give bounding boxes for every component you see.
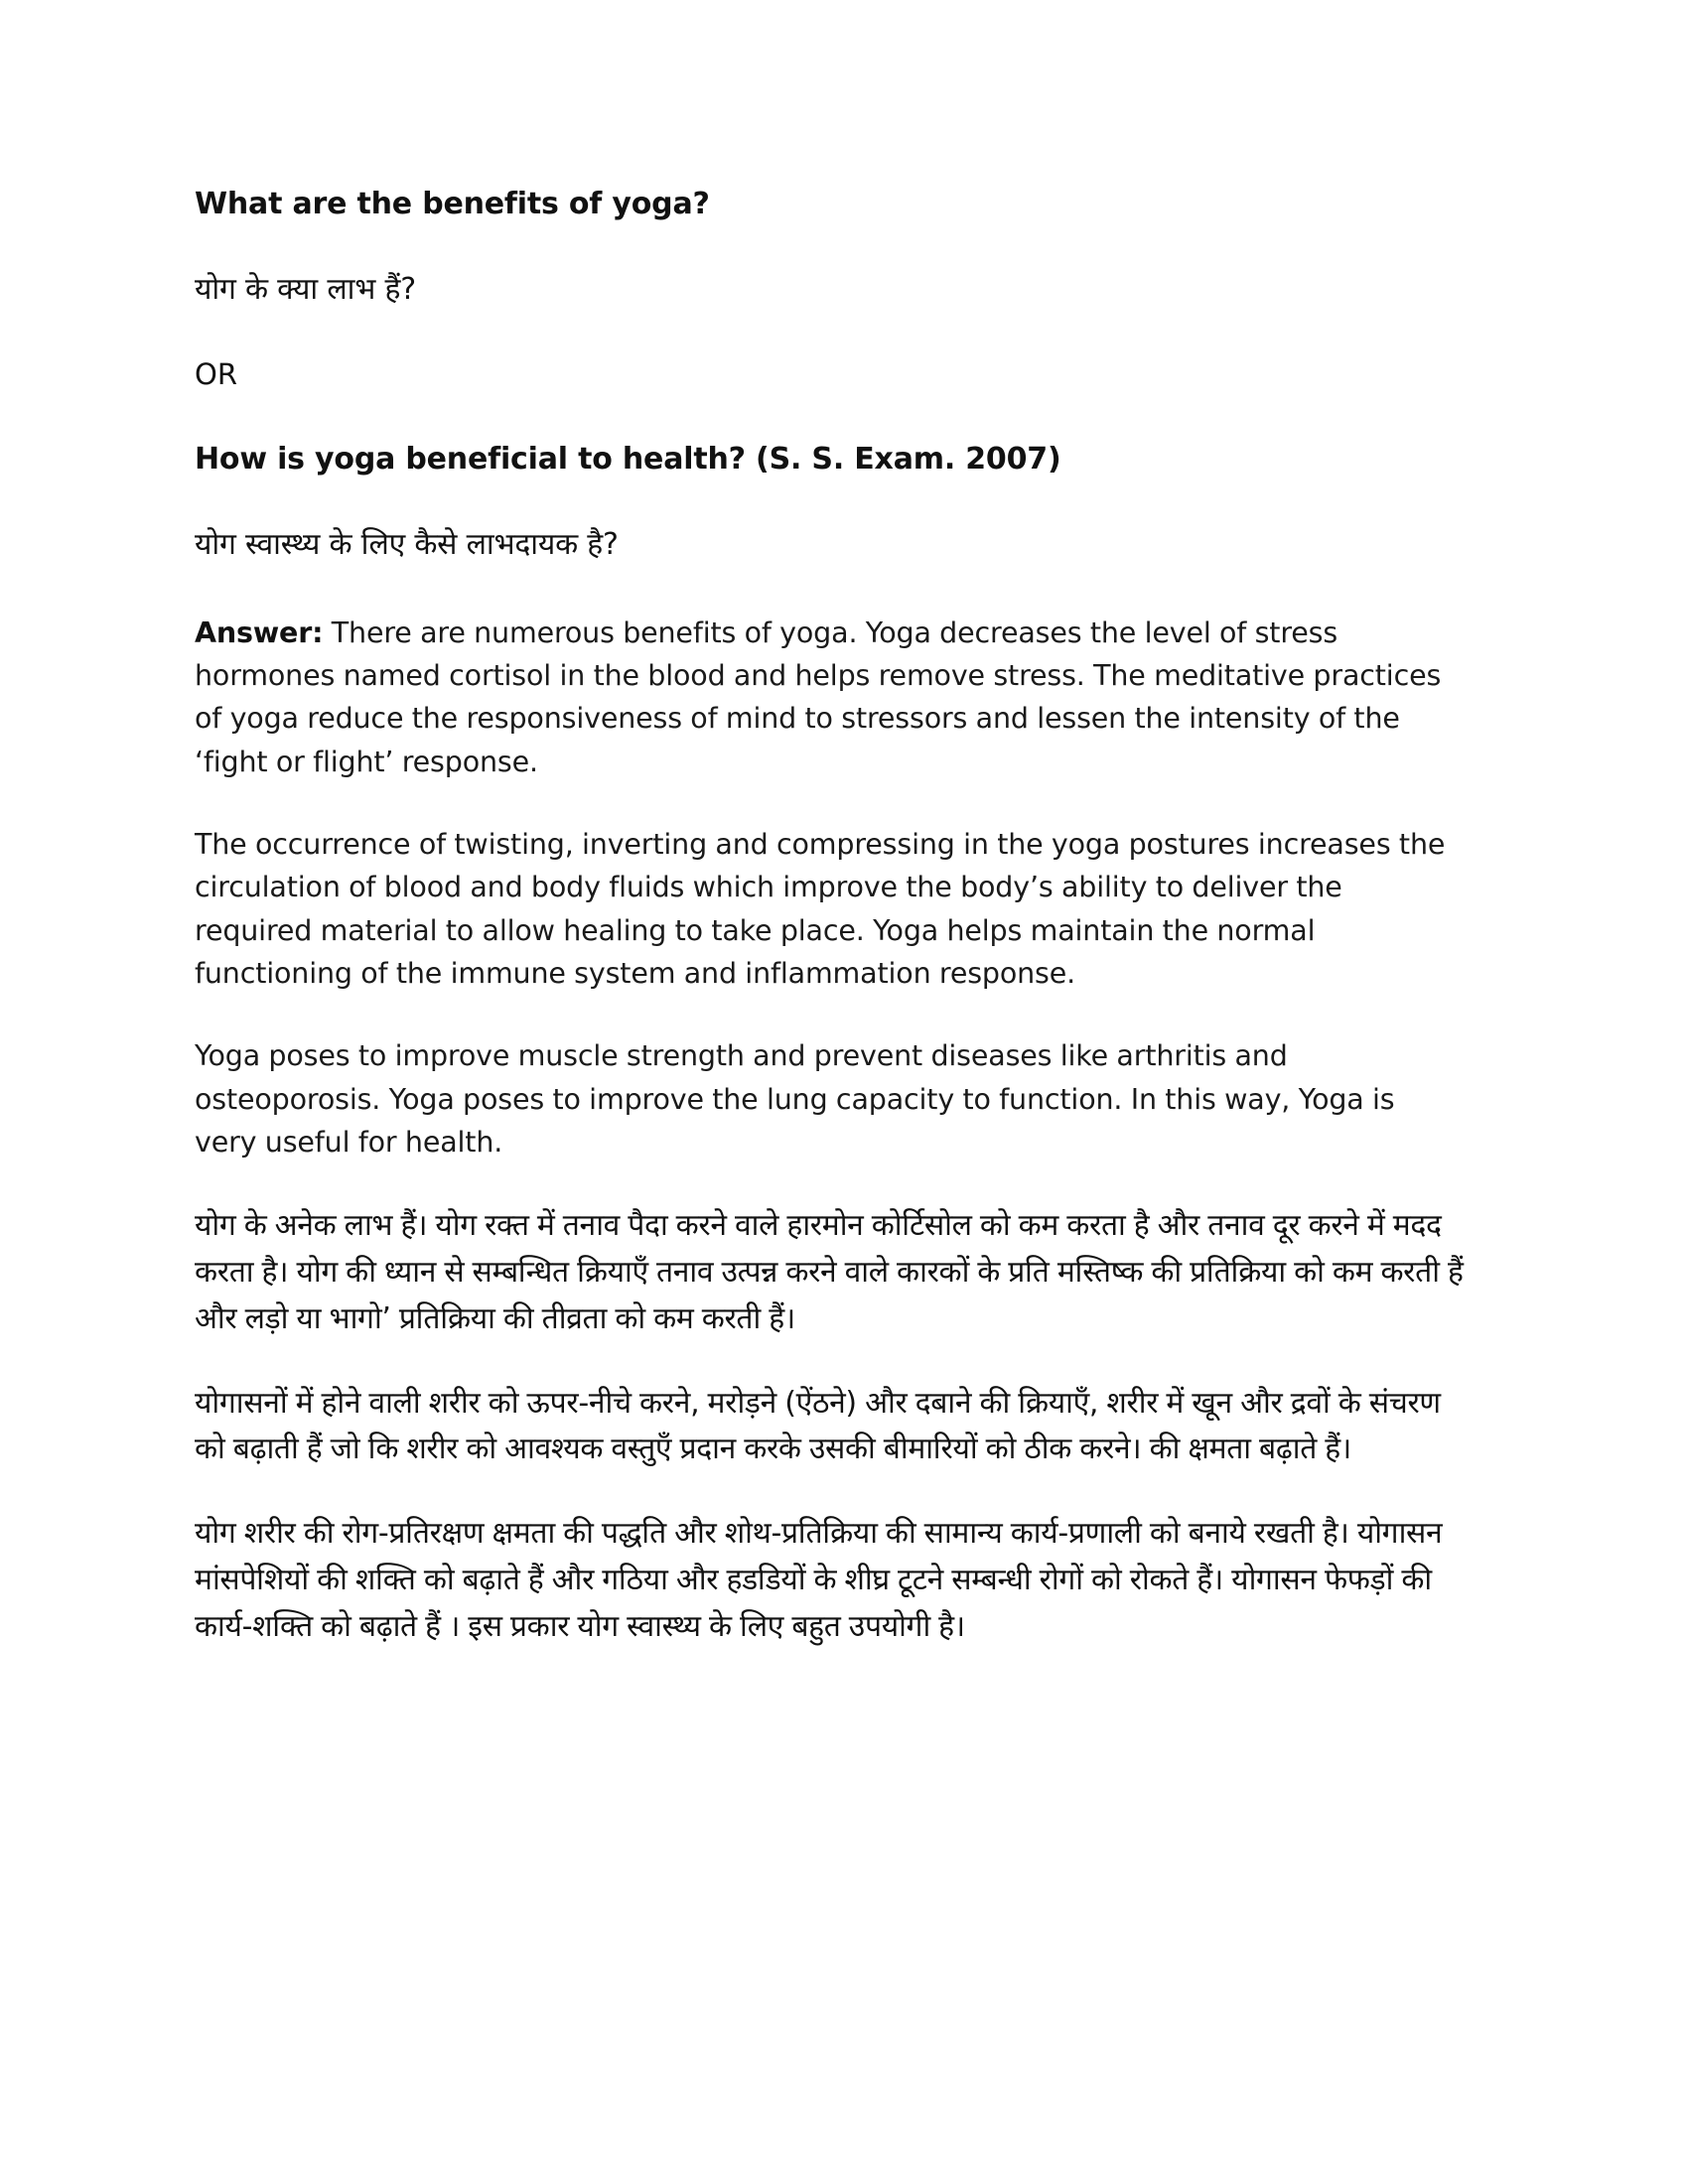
question-heading-hindi-1: योग के क्या लाभ हैं? <box>195 272 416 307</box>
document-content <box>195 185 1476 1651</box>
answer-paragraph-1 <box>195 612 1456 783</box>
answer-hindi-paragraph-3: योग शरीर की रोग-प्रतिरक्षण क्षमता की पद्धति और शोथ-प्रतिक्रिया की सामान्य कार्य-प्रणाली को बनाये रखती है। योगासन मांसपेशियों की शक्ति को बढ़ाते हैं और गठिया और हडडियों के शीघ्र टूटने सम्बन्धी रोगों को रोकते हैं। योगासन फेफड़ों की कार्य-शक्ति को बढ़ाते हैं । इस प्रकार योग स्वास्थ्य के लिए बहुत उपयोगी है। <box>195 1516 1443 1644</box>
answer-paragraph-1-text: There are numerous benefits of yoga. Yoga decreases the level of stress hormones named cortisol in the blood and helps remove stress. The meditative practices of yoga reduce the responsiveness of mind to stressors and lessen the intensity of the ‘fight or flight’ response. <box>195 615 1442 778</box>
question-heading-english-2: How is yoga beneficial to health? (S. S. Exam. 2007) <box>195 441 1061 477</box>
or-separator: OR <box>195 357 237 391</box>
question-heading-english-1: What are the benefits of yoga? <box>195 187 710 221</box>
answer-hindi-paragraph-2: योगासनों में होने वाली शरीर को ऊपर-नीचे करने, मरोड़ने (ऐंठने) और दबाने की क्रियाएँ, शरीर में खून और द्रवों के संचरण को बढ़ाती हैं जो कि शरीर को आवश्यक वस्तुएँ प्रदान करके उसकी बीमारियों को ठीक करने। की क्षमता बढ़ाते हैं। <box>195 1385 1441 1467</box>
answer-paragraph-2: The occurrence of twisting, inverting and compressing in the yoga postures increases the circulation of blood and body fluids which improve the body’s ability to deliver the required material to allow healing to take place. Yoga helps maintain the normal functioning of the immune system and inflammation response. <box>195 827 1446 990</box>
answer-label: Answer: <box>195 615 324 649</box>
question-heading-hindi-2: योग स्वास्थ्य के लिए कैसे लाभदायक है? <box>195 526 619 562</box>
answer-hindi-paragraph-1: योग के अनेक लाभ हैं। योग रक्त में तनाव पैदा करने वाले हारमोन कोर्टिसोल को कम करता है और तनाव दूर करने में मदद करता है। योग की ध्यान से सम्बन्धित क्रियाएँ तनाव उत्पन्न करने वाले कारकों के प्रति मस्तिष्क की प्रतिक्रिया को कम करती हैं और लड़ो या भागो’ प्रतिक्रिया की तीव्रता को कम करती हैं। <box>195 1208 1464 1336</box>
answer-paragraph-3: Yoga poses to improve muscle strength and prevent diseases like arthritis and osteoporosis. Yoga poses to improve the lung capacity to function. In this way, Yoga is very useful for health. <box>195 1039 1395 1159</box>
